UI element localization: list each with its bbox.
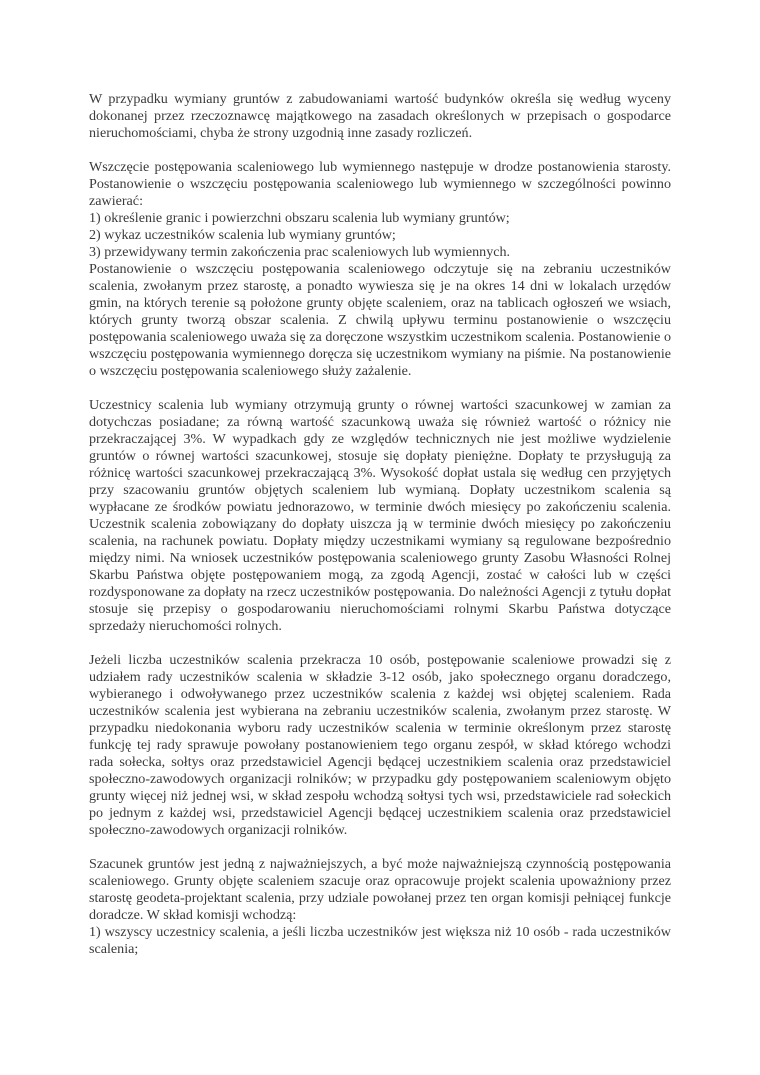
paragraph-valuation: Szacunek gruntów jest jedną z najważniejszych, a być może najważniejszą czynnością postępowania scaleniowego. Grunty objęte scaleniem szacuje oraz opracowuje projekt scalenia upoważniony przez starostę geodeta-projektant scalenia, przy udziale powołanej przez ten organ komisji pełniącej funkcje doradcze. W skład komisji wchodzą: — [89, 856, 671, 923]
paragraph-gap — [89, 380, 671, 397]
paragraph-gap — [89, 839, 671, 856]
list-item: 1) określenie granic i powierzchni obszaru scalenia lub wymiany gruntów; — [89, 210, 510, 226]
paragraph-gap — [89, 635, 671, 652]
list-item: 3) przewidywany termin zakończenia prac scaleniowych lub wymiennych. — [89, 244, 511, 260]
list-item: 1) wszyscy uczestnicy scalenia, a jeśli liczba uczestników jest większa niż 10 osób - rada uczestników scalenia; — [89, 924, 671, 957]
list-item: 2) wykaz uczestników scalenia lub wymiany gruntów; — [89, 227, 396, 243]
paragraph-building-valuation: W przypadku wymiany gruntów z zabudowaniami wartość budynków określa się według wyceny dokonanej przez rzeczoznawcę majątkowego na zasadach określonych w przepisach o gospodarce nieruchomościami, chyba że strony uzgodnią inne zasady rozliczeń. — [89, 91, 671, 141]
paragraph-announcement: Postanowienie o wszczęciu postępowania scaleniowego odczytuje się na zebraniu uczestników scalenia, zwołanym przez starostę, a ponadto wywiesza się je na okres 14 dni w lokalach urzędów gmin, na których terenie są położone grunty objęte scaleniem, oraz na tablicach ogłoszeń we wsiach, których grunty tworzą obszar scalenia. Z chwilą upływu terminu postanowienie o wszczęciu postępowania scaleniowego uważa się za doręczone wszystkim uczestnikom scalenia. Postanowienie o wszczęciu postępowania wymiennego doręcza się uczestnikom wymiany na piśmie. Na postanowienie o wszczęciu postępowania scaleniowego służy zażalenie. — [89, 261, 671, 379]
document-page — [89, 91, 671, 958]
paragraph-council: Jeżeli liczba uczestników scalenia przekracza 10 osób, postępowanie scaleniowe prowadzi się z udziałem rady uczestników scalenia w składzie 3-12 osób, jako społecznego organu doradczego, wybieranego i odwoływanego przez uczestników scalenia z każdej wsi objętej scaleniem. Rada uczestników scalenia jest wybierana na zebraniu uczestników scalenia, zwołanym przez starostę. W przypadku niedokonania wyboru rady uczestników scalenia w terminie określonym przez starostę funkcję tej rady sprawuje powołany postanowieniem tego organu zespół, w skład którego wchodzi rada sołecka, sołtys oraz przedstawiciel Agencji będącej uczestnikiem scalenia oraz przedstawiciel społeczno-zawodowych organizacji rolników; w przypadku gdy postępowaniem scaleniowym objęto grunty więcej niż jednej wsi, w skład zespołu wchodzą sołtysi tych wsi, przedstawiciele rad sołeckich po jednym z każdej wsi, przedstawiciel Agencji będącej uczestnikiem scalenia oraz przedstawiciel społeczno-zawodowych organizacji rolników. — [89, 652, 671, 838]
paragraph-equal-value: Uczestnicy scalenia lub wymiany otrzymują grunty o równej wartości szacunkowej w zamian za dotychczas posiadane; za równą wartość szacunkową uważa się również wartość o różnicy nie przekraczającej 3%. W wypadkach gdy ze względów technicznych nie jest możliwe wydzielenie gruntów o równej wartości szacunkowej, stosuje się dopłaty pieniężne. Dopłaty te przysługują za różnicę wartości szacunkowej przekraczającą 3%. Wysokość dopłat ustala się według cen przyjętych przy szacowaniu gruntów objętych scaleniem lub wymianą. Dopłaty uczestnikom scalenia są wypłacane ze środków powiatu jednorazowo, w terminie dwóch miesięcy po zakończeniu scalenia. Uczestnik scalenia zobowiązany do dopłaty uiszcza ją w terminie dwóch miesięcy po zakończeniu scalenia, na rachunek powiatu. Dopłaty między uczestnikami wymiany są regulowane bezpośrednio między nimi. Na wniosek uczestników postępowania scaleniowego grunty Zasobu Własności Rolnej Skarbu Państwa objęte postępowaniem mogą, za zgodą Agencji, zostać w całości lub w części rozdysponowane za dopłaty na rzecz uczestników postępowania. Do należności Agencji z tytułu dopłat stosuje się przepisy o gospodarowaniu nieruchomościami rolnymi Skarbu Państwa dotyczące sprzedaży nieruchomości rolnych. — [89, 397, 671, 634]
paragraph-initiation: Wszczęcie postępowania scaleniowego lub wymiennego następuje w drodze postanowienia starosty. Postanowienie o wszczęciu postępowania scaleniowego lub wymiennego w szczególności powinno zawierać: — [89, 159, 671, 209]
paragraph-gap — [89, 142, 671, 159]
